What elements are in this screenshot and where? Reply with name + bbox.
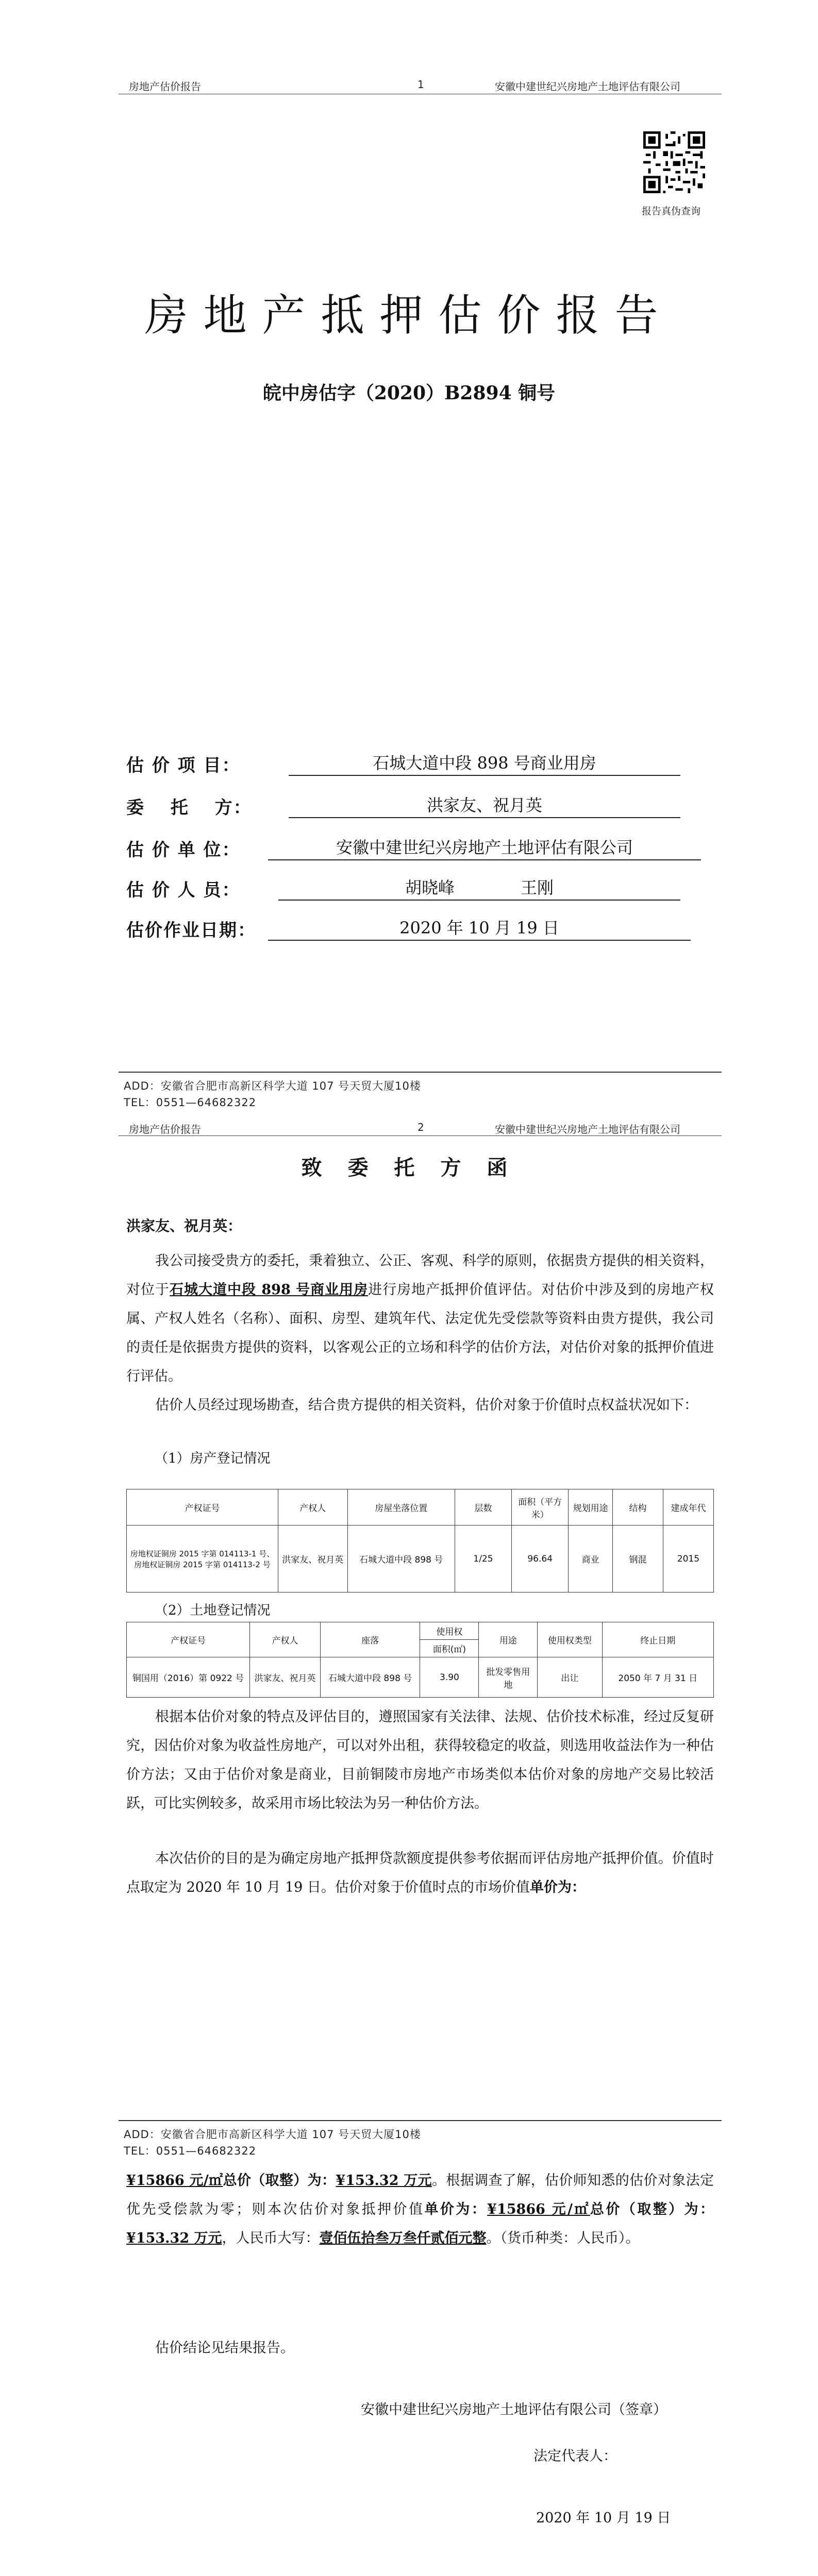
qr-code-icon[interactable] — [643, 131, 705, 193]
field-label-project: 估 价 项 目： — [126, 755, 241, 776]
field-value-project: 石城大道中段 898 号商业用房 — [289, 750, 680, 776]
page1-footer-address: ADD：安徽省合肥市高新区科学大道 107 号天贸大厦10楼 — [124, 1080, 421, 1092]
table1-header-row — [127, 1489, 714, 1526]
table-row — [127, 1526, 714, 1592]
page1-header-right: 安徽中建世纪兴房地产土地评估有限公司 — [495, 80, 680, 93]
field-label-appraiser-org: 估 价 单 位： — [126, 840, 241, 860]
t2-cell-end-date: 2050 年 7 月 31 日 — [602, 1657, 713, 1698]
letter-title: 致 委 托 方 函 — [301, 1156, 517, 1180]
letter-paragraph-2: 估价人员经过现场勘查，结合贵方提供的相关资料，估价对象于价值时点权益状况如下： — [155, 1397, 698, 1413]
t1-head-location: 房屋坐落位置 — [347, 1489, 455, 1526]
p1-property-address: 石城大道中段 898 号商业用房 — [170, 1282, 369, 1298]
t2-head-owner: 产权人 — [250, 1622, 321, 1657]
t2-head-area-bottom: 面积(㎡) — [432, 1645, 466, 1655]
market-unit-price: ¥15866 元/㎡ — [126, 2173, 223, 2189]
t2-cell-owner: 洪家友、祝月英 — [250, 1657, 321, 1698]
market-total-price: ¥153.32 万元 — [336, 2173, 432, 2189]
house-registration-table — [126, 1489, 714, 1592]
legal-representative-label: 法定代表人： — [533, 2448, 617, 2464]
mortgage-total-label: 总价（取整）为： — [590, 2201, 714, 2217]
page1-page-number: 1 — [418, 78, 424, 91]
report-title: 房地产抵押估价报告 — [144, 290, 674, 341]
t2-cell-cert: 铜国用（2016）第 0922 号 — [127, 1657, 250, 1698]
t1-cell-year: 2015 — [663, 1526, 713, 1592]
field-label-appraisers: 估 价 人 员： — [126, 880, 241, 901]
t1-head-structure: 结构 — [613, 1489, 663, 1526]
qr-caption: 报告真伪查询 — [642, 206, 701, 217]
t1-cell-use: 商业 — [569, 1526, 613, 1592]
p1-text-c: 进行房地产抵押价值评估。对估价中涉及到的房地产权属、产权人姓名（名称）、面积、房型、建筑年代、法定优先受偿款等资料由贵方提供，我公司的责任是依据贵方提供的资料，以客观公正的立场和科学的估价方法，对估价对象的抵押价值进行评估。 — [126, 1282, 714, 1384]
t1-head-floors: 层数 — [455, 1489, 511, 1526]
market-total-label: 总价（取整）为： — [223, 2173, 336, 2189]
t1-head-cert: 产权证号 — [127, 1489, 278, 1526]
page2-header-right: 安徽中建世纪兴房地产土地评估有限公司 — [495, 1123, 680, 1136]
page2-page-number: 2 — [418, 1121, 424, 1133]
field-value-appraisers: 胡晓峰 王刚 — [278, 875, 680, 901]
mortgage-unit-price: ¥15866 元/㎡ — [487, 2201, 590, 2217]
salutation: 洪家友、祝月英： — [126, 1217, 242, 1234]
t2-cell-use: 批发零售用地 — [479, 1657, 538, 1698]
page2-footer-address: ADD：安徽省合肥市高新区科学大道 107 号天贸大厦10楼 — [124, 2128, 421, 2141]
field-value-work-date: 2020 年 10 月 19 日 — [268, 915, 691, 941]
t1-cell-structure: 钢混 — [613, 1526, 663, 1592]
t1-cell-location: 石城大道中段 898 号 — [347, 1526, 455, 1592]
section-house-registration: （1）房产登记情况 — [155, 1451, 271, 1466]
t2-cell-area: 3.90 — [420, 1657, 479, 1698]
p4-unit-label: 单价为： — [529, 1879, 586, 1895]
field-label-client: 委 托 方： — [126, 798, 252, 818]
company-signature: 安徽中建世纪兴房地产土地评估有限公司（签章） — [361, 2402, 667, 2418]
page2-footer-rule — [119, 2120, 722, 2121]
field-label-work-date: 估价作业日期： — [126, 920, 256, 941]
field-value-client: 洪家友、祝月英 — [289, 792, 680, 818]
p4-text: 本次估价的目的是为确定房地产抵押贷款额度提供参考依据而评估房地产抵押价值。价值时点取定为 2020 年 10 月 19 日。估价对象于价值时点的市场价值 — [126, 1851, 714, 1895]
mortgage-unit-label: 单价为： — [424, 2201, 488, 2217]
p1-text-a: 我公司接受贵方的委托，秉着独立、公正、客观、科学的原则，依据贵方提供的相关资料，对位于 — [126, 1253, 714, 1298]
t1-cell-owner: 洪家友、祝月英 — [278, 1526, 347, 1592]
currency-note: 。（货币种类：人民币）。 — [486, 2230, 640, 2246]
t1-head-year: 建成年代 — [663, 1489, 713, 1526]
land-registration-table — [126, 1622, 714, 1698]
t1-head-area: 面积（平方米） — [512, 1489, 569, 1526]
page2-header-left: 房地产估价报告 — [129, 1123, 201, 1136]
letter-paragraph-4 — [126, 1844, 714, 1902]
t2-cell-right-type: 出让 — [538, 1657, 602, 1698]
t2-cell-location: 石城大道中段 898 号 — [320, 1657, 420, 1698]
t1-cell-floors: 1/25 — [455, 1526, 511, 1592]
page1-footer-rule — [119, 1072, 722, 1073]
mortgage-total-price: ¥153.32 万元 — [126, 2230, 222, 2246]
conclusion-note: 估价结论见结果报告。 — [155, 2340, 294, 2356]
t2-head-location: 座落 — [320, 1622, 420, 1657]
caps-label: ，人民币大写： — [222, 2230, 320, 2246]
t1-cell-area: 96.64 — [512, 1526, 569, 1592]
signature-date: 2020 年 10 月 19 日 — [536, 2510, 671, 2526]
t2-head-area-top: 使用权 — [420, 1622, 478, 1640]
t2-head-use: 用途 — [479, 1622, 538, 1657]
continuation-text: 。根据调查了解，估价师知悉的估价对象法定优先受偿款为零；则本次估价对象抵押价值 — [126, 2173, 714, 2217]
t1-head-owner: 产权人 — [278, 1489, 347, 1526]
report-number: 皖中房估字（2020）B2894 铜号 — [262, 382, 556, 404]
letter-paragraph-1 — [126, 1247, 714, 1391]
letter-paragraph-4-continued — [126, 2166, 714, 2253]
mortgage-total-in-words: 壹佰伍拾叁万叁仟贰佰元整 — [319, 2230, 487, 2246]
t2-head-area — [420, 1622, 479, 1657]
table2-header-row — [127, 1622, 714, 1657]
page1-header-left: 房地产估价报告 — [129, 80, 201, 93]
t2-head-end-date: 终止日期 — [602, 1622, 713, 1657]
t2-head-cert: 产权证号 — [127, 1622, 250, 1657]
page2-footer-tel: TEL：0551—64682322 — [124, 2145, 257, 2157]
section-land-registration: （2）土地登记情况 — [155, 1603, 271, 1618]
field-value-appraiser-org: 安徽中建世纪兴房地产土地评估有限公司 — [268, 835, 701, 860]
t1-cell-cert: 房地权证铜房 2015 字第 014113-1 号、房地权证铜房 2015 字第 014113-2 号 — [127, 1526, 278, 1592]
t1-head-use: 规划用途 — [569, 1489, 613, 1526]
letter-paragraph-3: 根据本估价对象的特点及评估目的，遵照国家有关法律、法规、估价技术标准，经过反复研究，因估价对象为收益性房地产，可以对外出租，获得较稳定的收益，则选用收益法作为一种估价方法；又由于估价对象是商业，目前铜陵市房地产市场类似本估价对象的房地产交易比较活跃，可比实例较多，故采用市场比较法为另一种估价方法。 — [126, 1709, 714, 1811]
page1-footer-tel: TEL：0551—64682322 — [124, 1096, 257, 1109]
table-row — [127, 1657, 714, 1698]
t2-head-right-type: 使用权类型 — [538, 1622, 602, 1657]
